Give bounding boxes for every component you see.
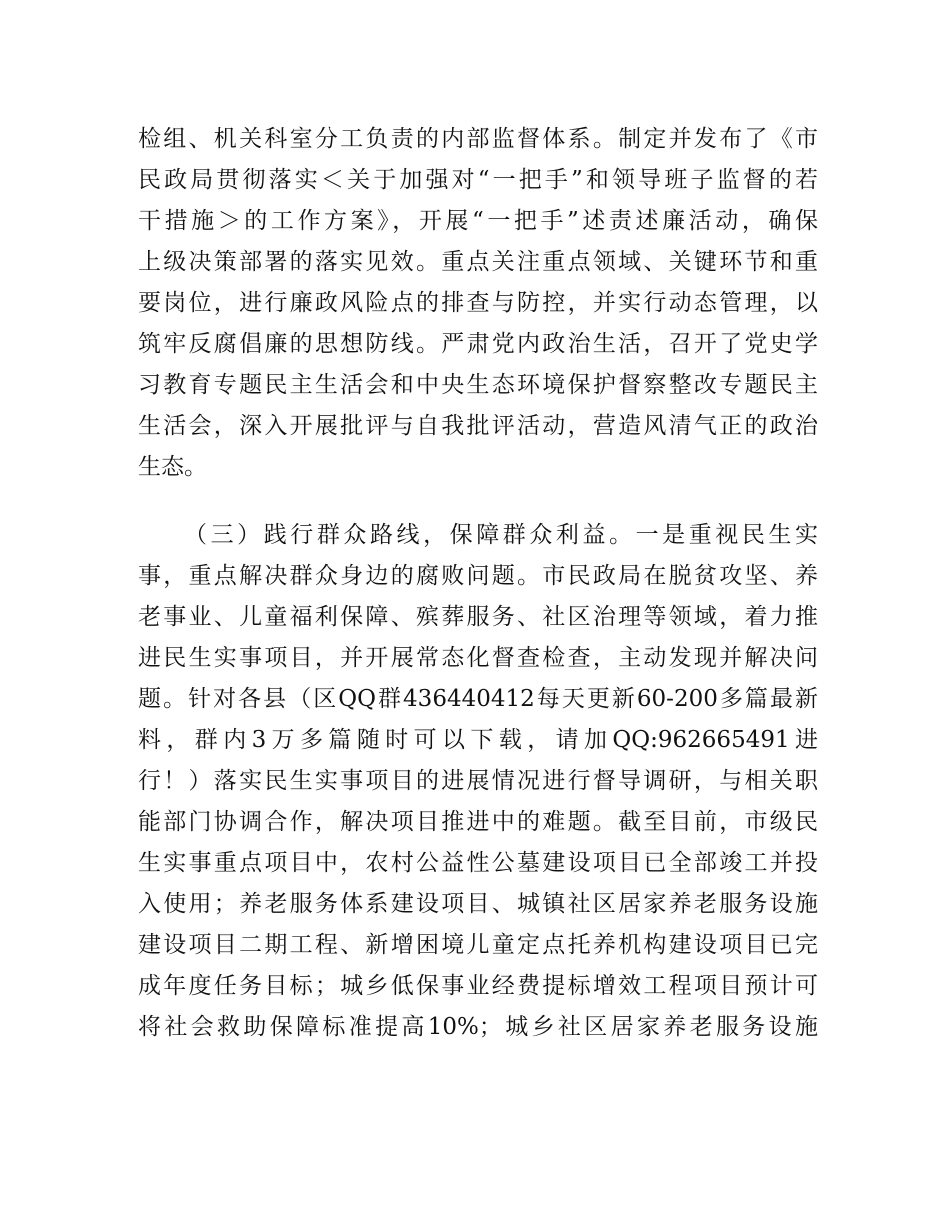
- text-line: 民政局贯彻落实＜关于加强对“一把手”和领导班子监督的若: [138, 167, 818, 193]
- text-line: 检组、机关科室分工负责的内部监督体系。制定并发布了《市: [138, 126, 818, 152]
- text-line: 入使用；养老服务体系建设项目、城镇社区居家养老服务设施: [138, 891, 818, 917]
- text-line: 行！）落实民生实事项目的进展情况进行督导调研，与相关职: [138, 768, 818, 794]
- text-line: 成年度任务目标；城乡低保事业经费提标增效工程项目预计可: [138, 973, 818, 999]
- text-line: 老事业、儿童福利保障、殡葬服务、社区治理等领域，着力推: [138, 604, 818, 630]
- text-line: 要岗位，进行廉政风险点的排查与防控，并实行动态管理，以: [138, 290, 818, 316]
- text-line: 料，群内3万多篇随时可以下载，请加QQ:962665491进: [138, 727, 818, 753]
- text-line: 事，重点解决群众身边的腐败问题。市民政局在脱贫攻坚、养: [138, 563, 818, 589]
- text-line: 生活会，深入开展批评与自我批评活动，营造风清气正的政治: [138, 413, 818, 439]
- text-line: 能部门协调合作，解决项目推进中的难题。截至目前，市级民: [138, 809, 818, 835]
- section-heading-line: （三）践行群众路线，保障群众利益。一是重视民生实: [184, 522, 818, 548]
- paragraph-supervision-system: [138, 119, 818, 488]
- text-line: 上级决策部署的落实见效。重点关注重点领域、关键环节和重: [138, 249, 818, 275]
- text-line: 习教育专题民主生活会和中央生态环境保护督察整改专题民主: [138, 372, 818, 398]
- paragraph-mass-line: [138, 515, 818, 1048]
- text-line: 进民生实事项目，并开展常态化督查检查，主动发现并解决问: [138, 645, 818, 671]
- text-line: 建设项目二期工程、新增困境儿童定点托养机构建设项目已完: [138, 932, 818, 958]
- text-line: 干措施＞的工作方案》，开展“一把手”述责述廉活动，确保: [138, 208, 818, 234]
- text-line: 生实事重点项目中，农村公益性公墓建设项目已全部竣工并投: [138, 850, 818, 876]
- text-line: 将社会救助保障标准提高10%；城乡社区居家养老服务设施: [138, 1014, 818, 1040]
- text-line: 题。针对各县（区QQ群436440412每天更新60-200多篇最新: [138, 686, 818, 712]
- text-line: 筑牢反腐倡廉的思想防线。严肃党内政治生活，召开了党史学: [138, 331, 818, 357]
- text-line: 生态。: [138, 454, 207, 480]
